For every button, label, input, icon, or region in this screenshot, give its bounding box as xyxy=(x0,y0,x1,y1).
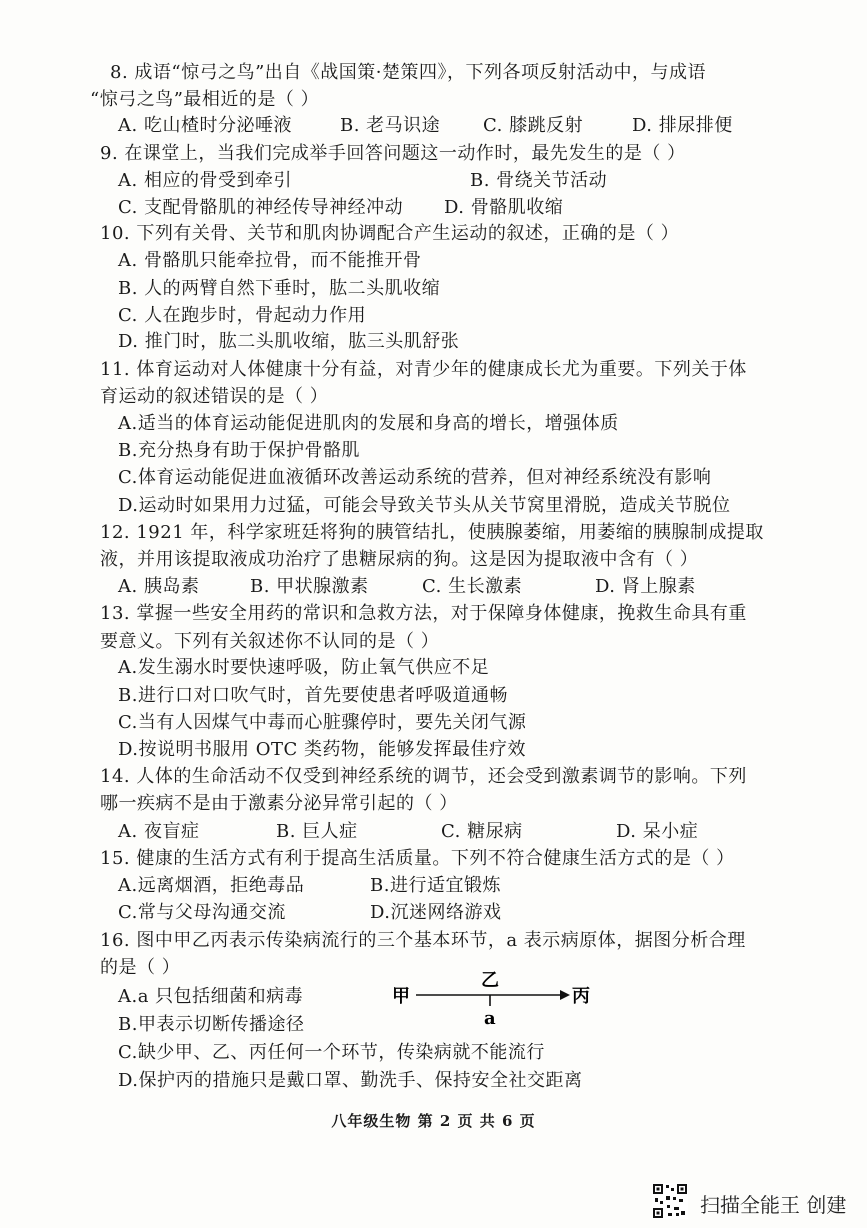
q13-option-a: A.发生溺水时要快速呼吸，防止氧气供应不足 xyxy=(118,657,490,678)
q12-stem-line2: 液，并用该提取液成功治疗了患糖尿病的狗。这是因为提取液中含有（ ） xyxy=(100,549,699,570)
qr-code-icon xyxy=(652,1183,688,1219)
q15-option-c: C.常与父母沟通交流 xyxy=(118,902,286,923)
diagram-arrow-head xyxy=(560,990,570,1000)
q15-option-b: B.进行适宜锻炼 xyxy=(370,875,501,896)
q9-option-c: C. 支配骨骼肌的神经传导神经冲动 xyxy=(118,197,404,218)
q15-option-d: D.沉迷网络游戏 xyxy=(370,902,502,923)
q8-option-b: B. 老马识途 xyxy=(340,115,441,136)
q14-stem-line2: 哪一疾病不是由于激素分泌异常引起的（ ） xyxy=(100,793,458,814)
q9-option-a: A. 相应的骨受到牵引 xyxy=(118,170,292,191)
diagram-label-a: a xyxy=(484,1008,496,1029)
q11-stem-line1: 11. 体育运动对人体健康十分有益，对青少年的健康成长尤为重要。下列关于体 xyxy=(100,359,747,380)
q10-option-a: A. 骨骼肌只能牵拉骨，而不能推开骨 xyxy=(118,250,422,271)
q14-option-a: A. 夜盲症 xyxy=(118,821,200,842)
q9-stem: 9. 在课堂上，当我们完成举手回答问题这一动作时，最先发生的是（ ） xyxy=(100,143,686,164)
q12-option-b: B. 甲状腺激素 xyxy=(250,576,369,597)
q15-option-a: A.远离烟酒，拒绝毒品 xyxy=(118,875,305,896)
diagram-label-bing: 丙 xyxy=(572,986,590,1007)
q16-option-d: D.保护丙的措施只是戴口罩、勤洗手、保持安全社交距离 xyxy=(118,1070,583,1091)
q16-stem-line1: 16. 图中甲乙丙表示传染病流行的三个基本环节，a 表示病原体，据图分析合理 xyxy=(100,930,746,951)
q11-option-c: C.体育运动能促进血液循环改善运动系统的营养，但对神经系统没有影响 xyxy=(118,467,712,488)
q11-option-a: A.适当的体育运动能促进肌肉的发展和身高的增长，增强体质 xyxy=(118,413,619,434)
q14-option-b: B. 巨人症 xyxy=(276,821,358,842)
scanner-watermark-text: 扫描全能王 创建 xyxy=(700,1193,847,1217)
q16-stem-line2: 的是（ ） xyxy=(100,957,181,978)
q11-stem-line2: 育运动的叙述错误的是（ ） xyxy=(100,386,329,407)
scanner-watermark xyxy=(652,1183,852,1219)
q15-stem: 15. 健康的生活方式有利于提高生活质量。下列不符合健康生活方式的是（ ） xyxy=(100,848,735,869)
q9-option-b: B. 骨绕关节活动 xyxy=(470,170,608,191)
q12-option-a: A. 胰岛素 xyxy=(118,576,200,597)
q11-option-d: D.运动时如果用力过猛，可能会导致关节头从关节窝里滑脱，造成关节脱位 xyxy=(118,495,731,516)
q13-option-c: C.当有人因煤气中毒而心脏骤停时，要先关闭气源 xyxy=(118,712,527,733)
q13-option-d: D.按说明书服用 OTC 类药物，能够发挥最佳疗效 xyxy=(118,739,526,760)
diagram-label-yi: 乙 xyxy=(481,970,499,991)
q8-option-a: A. 吃山楂时分泌唾液 xyxy=(118,115,292,136)
q8-stem-line2: “惊弓之鸟”最相近的是（ ） xyxy=(90,89,320,110)
diagram-label-jia: 甲 xyxy=(392,986,410,1007)
q12-option-c: C. 生长激素 xyxy=(422,576,523,597)
q13-option-b: B.进行口对口吹气时，首先要使患者呼吸道通畅 xyxy=(118,685,508,706)
q10-option-d: D. 推门时，肱二头肌收缩，肱三头肌舒张 xyxy=(118,331,460,352)
q16-option-a: A.a 只包括细菌和病毒 xyxy=(118,986,304,1007)
q13-stem-line2: 要意义。下列有关叙述你不认同的是（ ） xyxy=(100,631,440,652)
q12-option-d: D. 肾上腺素 xyxy=(595,576,696,597)
q14-option-d: D. 呆小症 xyxy=(616,821,699,842)
q11-option-b: B.充分热身有助于保护骨骼肌 xyxy=(118,440,360,461)
q8-option-d: D. 排尿排便 xyxy=(632,115,733,136)
page-footer: 八年级生物 第 2 页 共 6 页 xyxy=(331,1112,536,1130)
q12-stem-line1: 12. 1921 年，科学家班廷将狗的胰管结扎，使胰腺萎缩，用萎缩的胰腺制成提取 xyxy=(100,522,764,543)
q10-option-c: C. 人在跑步时，骨起动力作用 xyxy=(118,305,367,326)
transmission-diagram-svg xyxy=(388,962,598,1032)
q16-option-b: B.甲表示切断传播途径 xyxy=(118,1014,305,1035)
q14-option-c: C. 糖尿病 xyxy=(441,821,523,842)
q8-stem-line1: 8. 成语“惊弓之鸟”出自《战国策·楚策四》，下列各项反射活动中，与成语 xyxy=(110,62,707,83)
q10-option-b: B. 人的两臂自然下垂时，肱二头肌收缩 xyxy=(118,278,441,299)
q9-option-d: D. 骨骼肌收缩 xyxy=(444,197,564,218)
q16-option-c: C.缺少甲、乙、丙任何一个环节，传染病就不能流行 xyxy=(118,1042,545,1063)
q10-stem: 10. 下列有关骨、关节和肌肉协调配合产生运动的叙述，正确的是（ ） xyxy=(100,223,680,244)
q8-option-c: C. 膝跳反射 xyxy=(483,115,584,136)
transmission-diagram xyxy=(388,962,598,1032)
q14-stem-line1: 14. 人体的生命活动不仅受到神经系统的调节，还会受到激素调节的影响。下列 xyxy=(100,766,747,787)
q13-stem-line1: 13. 掌握一些安全用药的常识和急救方法，对于保障身体健康，挽救生命具有重 xyxy=(100,603,747,624)
